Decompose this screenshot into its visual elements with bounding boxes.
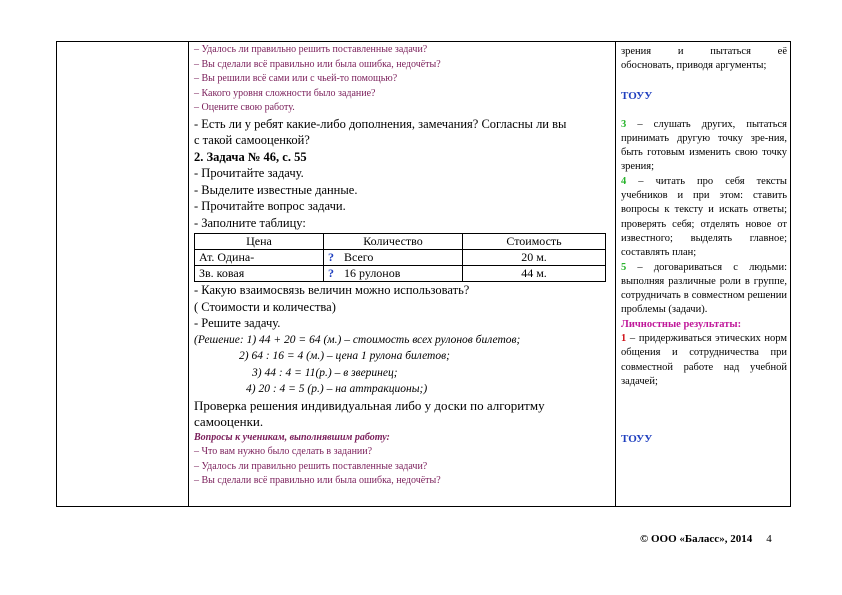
personal-results-title: Личностные результаты: <box>621 318 742 330</box>
cell-price: Ат. Одина- <box>195 250 324 266</box>
competency-item <box>621 175 787 261</box>
solve-line: - Решите задачу. <box>194 316 281 330</box>
header-qty: Количество <box>324 234 463 250</box>
cell-qty <box>324 266 463 282</box>
check-line: Проверка решения индивидуальная либо у доски по алгоритму <box>194 397 545 413</box>
question-line: – Что вам нужно было сделать в задании? <box>194 446 373 457</box>
item-number: 3 <box>621 118 627 130</box>
competency-item <box>621 118 787 175</box>
solution-line: (Решение: 1) 44 + 20 = 64 (м.) – стоимость всех рулонов билетов; <box>194 333 521 346</box>
copyright: © ООО «Баласс», 2014 <box>640 533 753 545</box>
relation-question: - Какую взаимосвязь величин можно использовать? <box>194 283 470 297</box>
solution-line: 2) 64 : 16 = 4 (м.) – цена 1 рулона билетов; <box>239 350 450 362</box>
qty-label: 16 рулонов <box>344 266 401 280</box>
header-cost: Стоимость <box>463 234 606 250</box>
question-line: – Удалось ли правильно решить поставленные задачи? <box>194 44 428 55</box>
item-text: – слушать других, пытаться принимать другую точку зре-ния, быть готовым изменить свою точку зрения; <box>621 118 787 173</box>
relation-answer: ( Стоимости и количества) <box>194 299 336 314</box>
toyy-label: ТОУУ <box>621 433 653 446</box>
ask-line: с такой самооценкой? <box>194 133 310 147</box>
page-number: 4 <box>766 533 772 545</box>
column-divider-right <box>615 41 616 507</box>
question-line: – Вы сделали всё правильно или была ошибка, недочёты? <box>194 58 441 70</box>
question-mark: ? <box>328 250 334 264</box>
item-text: – придерживаться этических норм общения и сотрудничества при совместной работе над учебной задачей; <box>621 333 787 387</box>
data-table <box>194 233 606 282</box>
right-text: обосновать, приводя аргументы; <box>621 60 767 72</box>
cell-cost: 20 м. <box>463 250 606 266</box>
competency-item <box>621 261 787 318</box>
cell-qty <box>324 250 463 266</box>
right-text: зрения и пытаться её <box>621 46 787 57</box>
question-mark: ? <box>328 266 334 280</box>
task-title: 2. Задача № 46, с. 55 <box>194 149 307 164</box>
middle-column <box>194 41 614 489</box>
question-line: – Вы решили всё сами или с чьей-то помощью? <box>194 73 398 84</box>
step-line: - Прочитайте вопрос задачи. <box>194 199 346 213</box>
step-line: - Выделите известные данные. <box>194 182 358 197</box>
item-number: 5 <box>621 261 627 273</box>
ask-line: - Есть ли у ребят какие-либо дополнения, замечания? Согласны ли вы <box>194 116 567 131</box>
question-line: – Оцените свою работу. <box>194 102 295 113</box>
solution-line: 3) 44 : 4 = 11(р.) – в зверинец; <box>252 366 398 379</box>
questions-header: Вопросы к ученикам, выполнявшим работу: <box>194 431 390 443</box>
column-divider-left <box>188 41 189 507</box>
cell-cost: 44 м. <box>463 266 606 282</box>
item-text: – читать про себя тексты учебников и при этом: ставить вопросы к тексту и искать ответы; проверять себя; отделять новое от известного; выделять главное; составлять план; <box>621 175 787 259</box>
item-number: 1 <box>621 333 627 345</box>
question-line: – Удалось ли правильно решить поставленные задачи? <box>194 460 428 472</box>
check-line: самооценки. <box>194 414 264 429</box>
question-line: – Вы сделали всё правильно или была ошибка, недочёты? <box>194 475 441 486</box>
item-text: – договариваться с людьми: выполняя различные роли в группе, сотрудничать в совместном решении проблемы (задачи). <box>621 261 787 316</box>
question-line: – Какого уровня сложности было задание? <box>194 87 376 99</box>
right-column <box>621 41 787 445</box>
qty-label: Всего <box>344 250 374 264</box>
step-line: - Прочитайте задачу. <box>194 166 304 180</box>
toyy-label: ТОУУ <box>621 89 653 102</box>
solution-line: 4) 20 : 4 = 5 (р.) – на аттракционы;) <box>246 383 428 395</box>
step-line: - Заполните таблицу: <box>194 215 306 230</box>
cell-price: Зв. ковая <box>195 266 324 282</box>
competency-item <box>621 332 787 389</box>
header-price: Цена <box>195 234 324 250</box>
item-number: 4 <box>621 175 627 187</box>
page-footer <box>640 533 772 545</box>
